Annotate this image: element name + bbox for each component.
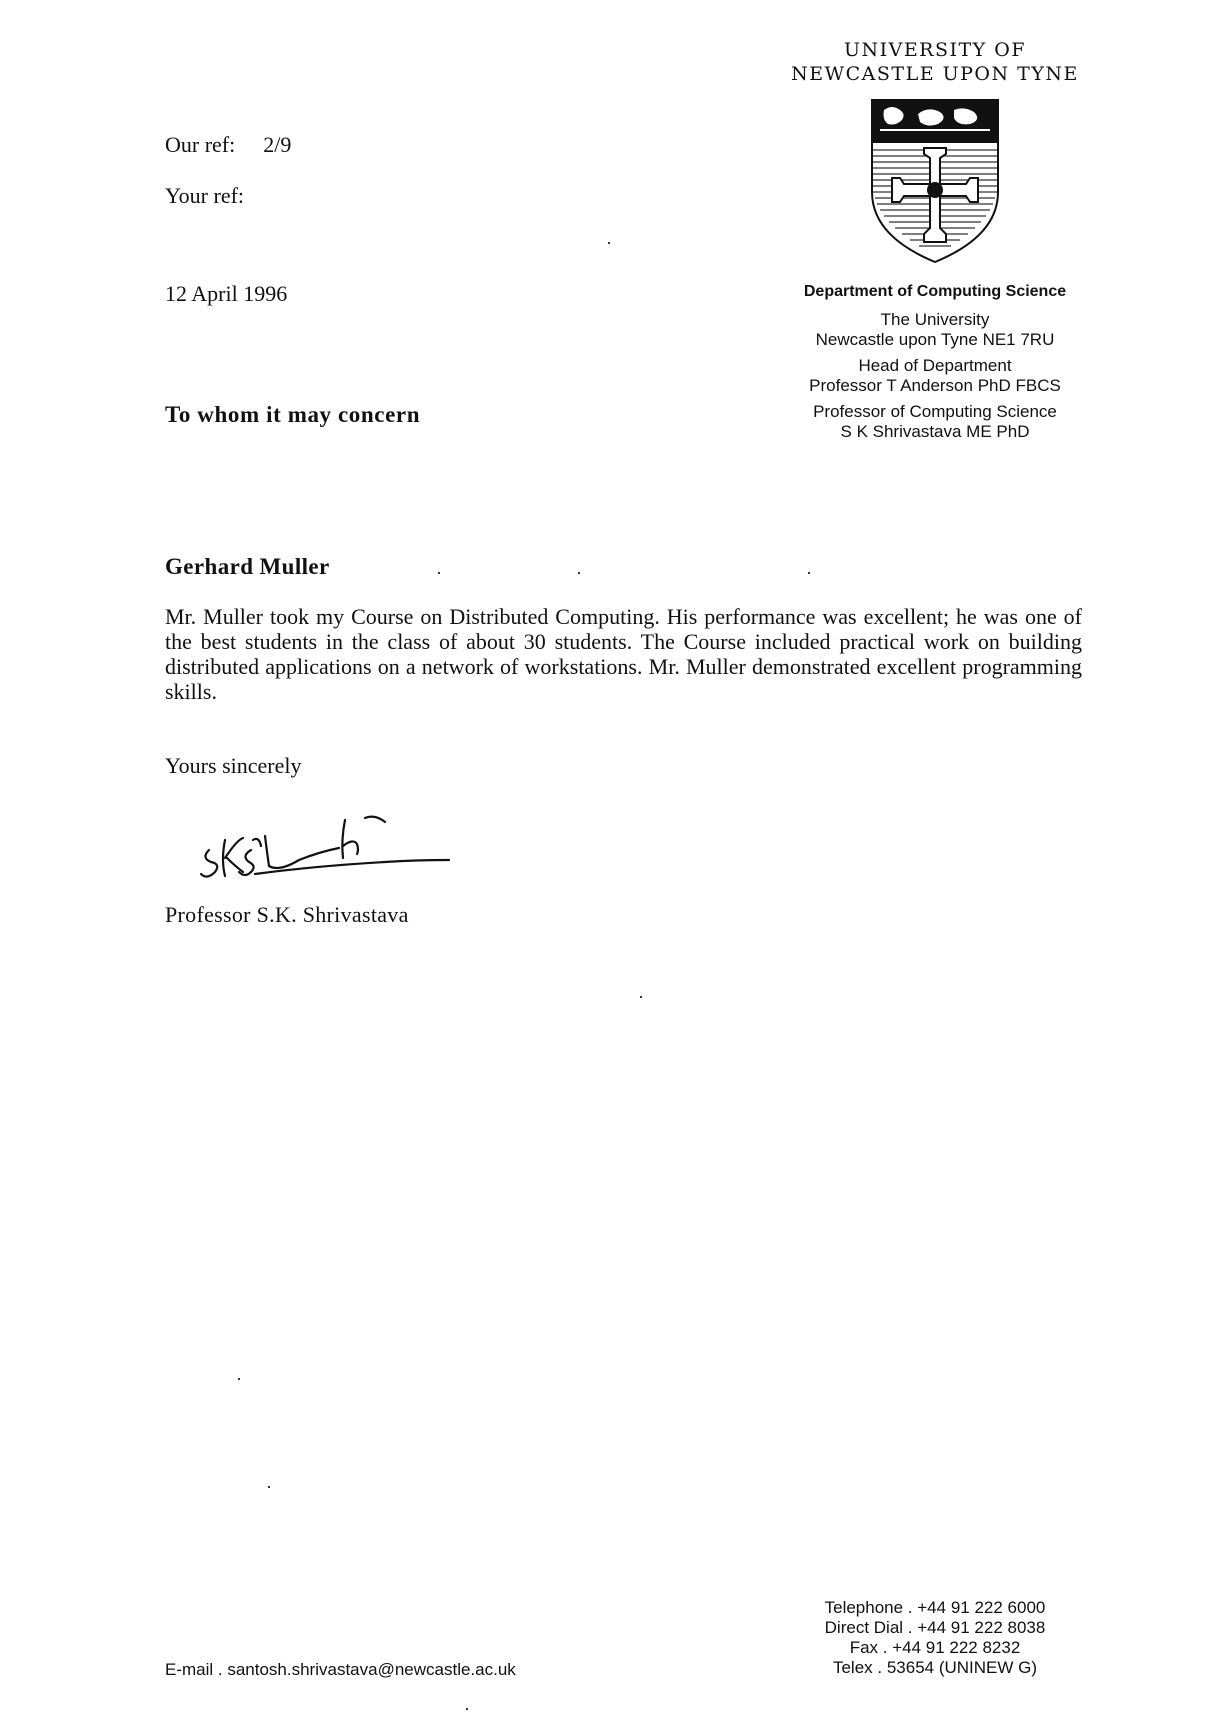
letter-date: 12 April 1996 <box>165 281 288 306</box>
university-name <box>770 38 1100 86</box>
scan-speck <box>438 572 440 574</box>
department-name: Department of Computing Science <box>803 283 1067 300</box>
scan-speck <box>808 572 810 574</box>
letter-body: Mr. Muller took my Course on Distributed Computing. His performance was excellent; he was one of the best students in the class of about 30 students. The Course included practical work on building distributed applications on a network of workstations. Mr. Muller demonstrated excellent programming skills. <box>165 604 1082 704</box>
our-ref-label: Our ref: <box>165 132 236 157</box>
our-ref <box>165 132 291 158</box>
address-line-1: The University <box>880 310 990 329</box>
footer-contacts <box>790 1598 1080 1678</box>
scan-speck <box>578 572 580 574</box>
your-ref <box>165 183 244 209</box>
scan-speck <box>608 242 610 244</box>
scan-speck <box>640 996 642 998</box>
our-ref-value: 2/9 <box>263 132 292 157</box>
head-of-department <box>770 356 1100 396</box>
professor-title: Professor of Computing Science <box>813 402 1057 421</box>
direct-dial: Direct Dial . +44 91 222 8038 <box>824 1618 1046 1637</box>
footer-email: E-mail . santosh.shrivastava@newcastle.ac.uk <box>165 1660 516 1679</box>
telex: Telex . 53654 (UNINEW G) <box>832 1658 1038 1677</box>
professor-details <box>770 402 1100 442</box>
university-name-line2: NEWCASTLE UPON TYNE <box>791 63 1079 85</box>
your-ref-label: Your ref: <box>165 183 245 208</box>
closing: Yours sincerely <box>165 753 302 778</box>
telephone: Telephone . +44 91 222 6000 <box>824 1598 1046 1617</box>
university-name-line1: UNIVERSITY OF <box>843 39 1027 61</box>
department-details <box>770 282 1100 448</box>
signer-name: Professor S.K. Shrivastava <box>165 902 409 927</box>
professor-name: S K Shrivastava ME PhD <box>840 422 1030 441</box>
head-title: Head of Department <box>858 356 1012 375</box>
fax: Fax . +44 91 222 8232 <box>849 1638 1021 1657</box>
university-crest-icon <box>866 96 1004 266</box>
scan-speck <box>268 1486 270 1488</box>
handwritten-signature <box>195 810 465 890</box>
salutation: To whom it may concern <box>165 402 421 427</box>
scan-speck <box>466 1708 468 1710</box>
subject-heading: Gerhard Muller <box>165 554 330 579</box>
head-name: Professor T Anderson PhD FBCS <box>809 376 1061 395</box>
address-line-2: Newcastle upon Tyne NE1 7RU <box>815 330 1055 349</box>
department-address <box>770 310 1100 350</box>
scan-speck <box>238 1378 240 1380</box>
